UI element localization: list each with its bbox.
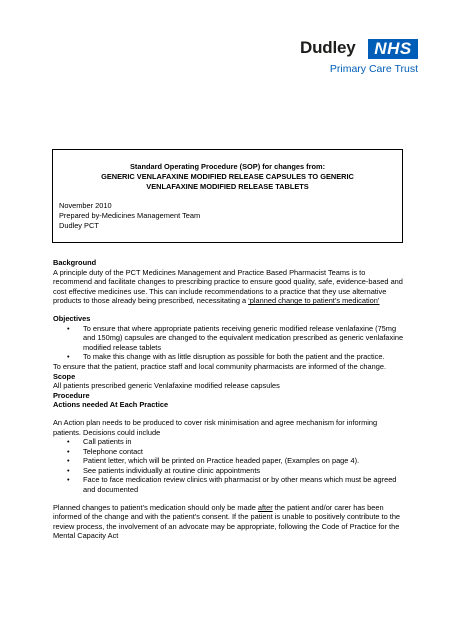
sop-title-line: VENLAFAXINE MODIFIED RELEASE TABLETS	[146, 182, 309, 191]
procedure-subheading: Actions needed At Each Practice	[53, 400, 169, 410]
nhs-logo-badge: NHS	[368, 39, 418, 59]
procedure-item: • See patients individually at routine clinic appointments	[75, 466, 405, 476]
objective-item: • To make this change with as little disruption as possible for both the patient and the practice.	[75, 352, 405, 362]
planned-text-before: Planned changes to patient’s medication should only be made	[53, 502, 258, 512]
objectives-after-text: To ensure that the patient, practice staff and local community pharmacists are informed of the change.	[53, 361, 387, 371]
objectives-list	[53, 324, 405, 362]
procedure-item: • Face to face medication review clinics with pharmacist or by other means which must be agreed and documented	[75, 475, 405, 494]
sop-title-line: GENERIC VENLAFAXINE MODIFIED RELEASE CAPSULES TO GENERIC	[101, 172, 354, 181]
procedure-intro: An Action plan needs to be produced to cover risk minimisation and agree mechanism for informing patients. Decisions could include	[53, 417, 378, 437]
sop-date: November 2010	[59, 201, 112, 210]
sop-org: Dudley PCT	[59, 221, 99, 230]
sop-prepared-by: Prepared by-Medicines Management Team	[59, 211, 201, 220]
background-text-underlined: ‘planned change to patient’s medication’	[248, 296, 380, 306]
logo-trust-name: Primary Care Trust	[329, 63, 418, 75]
sop-title-line: Standard Operating Procedure (SOP) for changes from:	[129, 162, 326, 171]
scope-heading: Scope	[53, 371, 76, 381]
procedure-item: • Call patients in	[75, 437, 405, 447]
background-text	[53, 268, 405, 306]
procedure-heading: Procedure	[53, 390, 90, 400]
sop-title-box	[52, 149, 403, 243]
document-body	[53, 258, 405, 541]
background-heading: Background	[53, 258, 97, 267]
objectives-heading: Objectives	[53, 313, 91, 323]
procedure-list	[53, 437, 405, 495]
background-text-main: A principle duty of the PCT Medicines Management and Practice Based Pharmacist Teams is to recommend and facilitate changes to prescribing practice to ensure good quality, safe, evidence-based and cost effective medicines use. This can include recommendations to a practice that they use alternative products to those already being prescribed, necessitating a	[53, 267, 403, 306]
scope-text: All patients prescribed generic Venlafaxine modified release capsules	[53, 381, 280, 391]
objective-item: • To ensure that where appropriate patients receiving generic modified release venlafaxine (75mg and 150mg) capsules are changed to the equivalent medication prescribed as generic venlafaxine modified release tablets	[75, 324, 405, 353]
planned-text-after: the patient and/or carer has been informed of the change and with the patient’s consent. If the patient is unable to positively contribute to the review process, the involvement of an advocate may be appropriate, following the Code of Practice for the Mental Capacity Act	[53, 502, 401, 541]
procedure-item: • Telephone contact	[75, 447, 405, 457]
procedure-item: • Patient letter, which will be printed on Practice headed paper, (Examples on page 4).	[75, 456, 405, 466]
dudley-nhs-logo	[278, 38, 418, 80]
logo-org-name: Dudley	[300, 38, 356, 57]
planned-changes-text	[53, 503, 405, 541]
planned-text-underlined: after	[257, 502, 273, 512]
